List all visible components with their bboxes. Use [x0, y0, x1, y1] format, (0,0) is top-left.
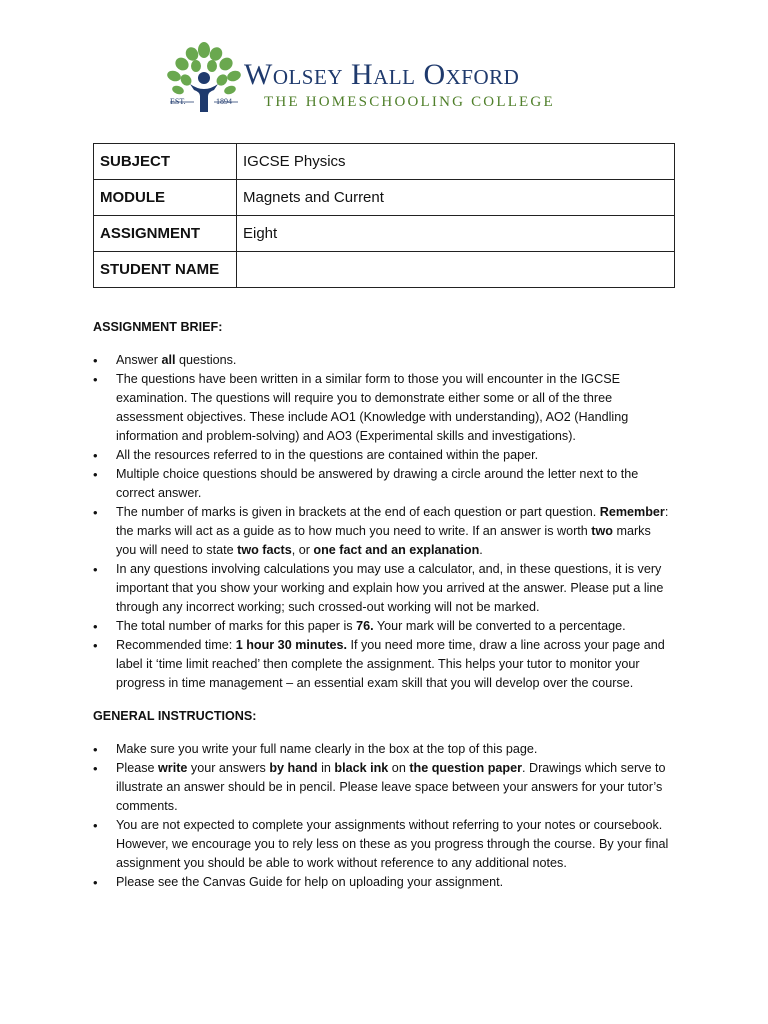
info-row — [94, 216, 675, 252]
item-text: The total number of marks for this paper is — [116, 619, 357, 633]
item-text: Answer — [116, 353, 162, 367]
assignment-info-table — [93, 143, 675, 288]
item-text: . — [479, 543, 483, 557]
info-label: ASSIGNMENT — [94, 216, 237, 252]
item-text: The number of marks is given in brackets at the end of each question or part question. — [116, 505, 600, 519]
item-text: In any questions involving calculations you may use a calculator, and, in these questions, it is very important that you show your working and explain how you arrived at the answer. Please put a line through any incorrect working; such crossed-out working will not be marked. — [116, 562, 664, 614]
est-year: 1894 — [216, 97, 232, 106]
item-text: Please — [116, 761, 159, 775]
list-item — [93, 560, 673, 617]
list-item — [93, 816, 673, 873]
item-text: . Drawings which serve to illustrate an answer should be in pencil. Please leave space between your answers for your tutor’s comments. — [116, 761, 666, 813]
list-item — [93, 370, 673, 446]
item-text: You are not expected to complete your assignments without referring to your notes or coursebook. However, we encourage you to rely less on these as you progress through the course. By your final assignment you should be able to work without reference to any additional notes. — [116, 818, 669, 870]
item-text: marks you will need to state — [116, 524, 651, 557]
item-text: All the resources referred to in the questions are contained within the paper. — [116, 448, 539, 462]
emphasis-text: two — [591, 524, 613, 538]
info-row — [94, 252, 675, 288]
emphasis-text: black ink — [334, 761, 389, 775]
item-text: Please see the Canvas Guide for help on uploading your assignment. — [116, 875, 504, 889]
emphasis-text: the question paper — [409, 761, 522, 775]
emphasis-text: 1 hour 30 minutes. — [235, 638, 347, 652]
item-text: Multiple choice questions should be answered by drawing a circle around the letter next to the correct answer. — [116, 467, 639, 500]
college-name: Wolsey Hall Oxford — [244, 58, 520, 91]
list-item — [93, 351, 673, 370]
list-item — [93, 503, 673, 560]
list-item — [93, 636, 673, 693]
est-label: EST. — [170, 97, 186, 106]
item-text: questions. — [175, 353, 237, 367]
info-label: STUDENT NAME — [94, 252, 237, 288]
list-item — [93, 617, 673, 636]
emphasis-text: 76. — [356, 619, 374, 633]
list-item — [93, 759, 673, 816]
assignment-brief-heading: ASSIGNMENT BRIEF: — [93, 320, 223, 334]
college-tagline: THE HOMESCHOOLING COLLEGE — [264, 94, 555, 110]
list-item — [93, 446, 673, 465]
list-item — [93, 465, 673, 503]
item-text: Your mark will be converted to a percentage. — [373, 619, 626, 633]
general-instructions-list — [93, 740, 673, 892]
emphasis-text: Remember — [599, 505, 665, 519]
item-text: If you need more time, draw a line across your page and label it ‘time limit reached’ then complete the assignment. This helps your tutor to monitor your progress in time management – an essential exam skill that you will develop over the course. — [116, 638, 665, 690]
info-row — [94, 144, 675, 180]
info-value: Eight — [237, 216, 675, 252]
info-label: MODULE — [94, 180, 237, 216]
college-logo — [164, 40, 604, 116]
item-text: Make sure you write your full name clearly in the box at the top of this page. — [116, 742, 538, 756]
info-value — [237, 252, 675, 288]
emphasis-text: by hand — [269, 761, 318, 775]
list-item — [93, 873, 673, 892]
item-text: , or — [291, 543, 314, 557]
item-text: The questions have been written in a similar form to those you will encounter in the IGCSE examination. The questions will require you to demonstrate either some or all of the three assessment objectives. These include AO1 (Knowledge with understanding), AO2 (Handling information and problem-solving) and AO3 (Experimental skills and investigations). — [116, 372, 629, 443]
item-text: in — [317, 761, 335, 775]
emphasis-text: two facts — [237, 543, 292, 557]
info-value: Magnets and Current — [237, 180, 675, 216]
emphasis-text: one fact and an explanation — [313, 543, 480, 557]
list-item — [93, 740, 673, 759]
info-value: IGCSE Physics — [237, 144, 675, 180]
assignment-brief-list — [93, 351, 673, 693]
item-text: : the marks will act as a guide as to how much you need to write. If an answer is worth — [116, 505, 669, 538]
emphasis-text: all — [161, 353, 176, 367]
item-text: Recommended time: — [116, 638, 236, 652]
info-label: SUBJECT — [94, 144, 237, 180]
instructions-content — [93, 318, 673, 892]
item-text: your answers — [187, 761, 270, 775]
general-instructions-heading: GENERAL INSTRUCTIONS: — [93, 709, 257, 723]
item-text: on — [388, 761, 410, 775]
emphasis-text: write — [158, 761, 188, 775]
info-row — [94, 180, 675, 216]
